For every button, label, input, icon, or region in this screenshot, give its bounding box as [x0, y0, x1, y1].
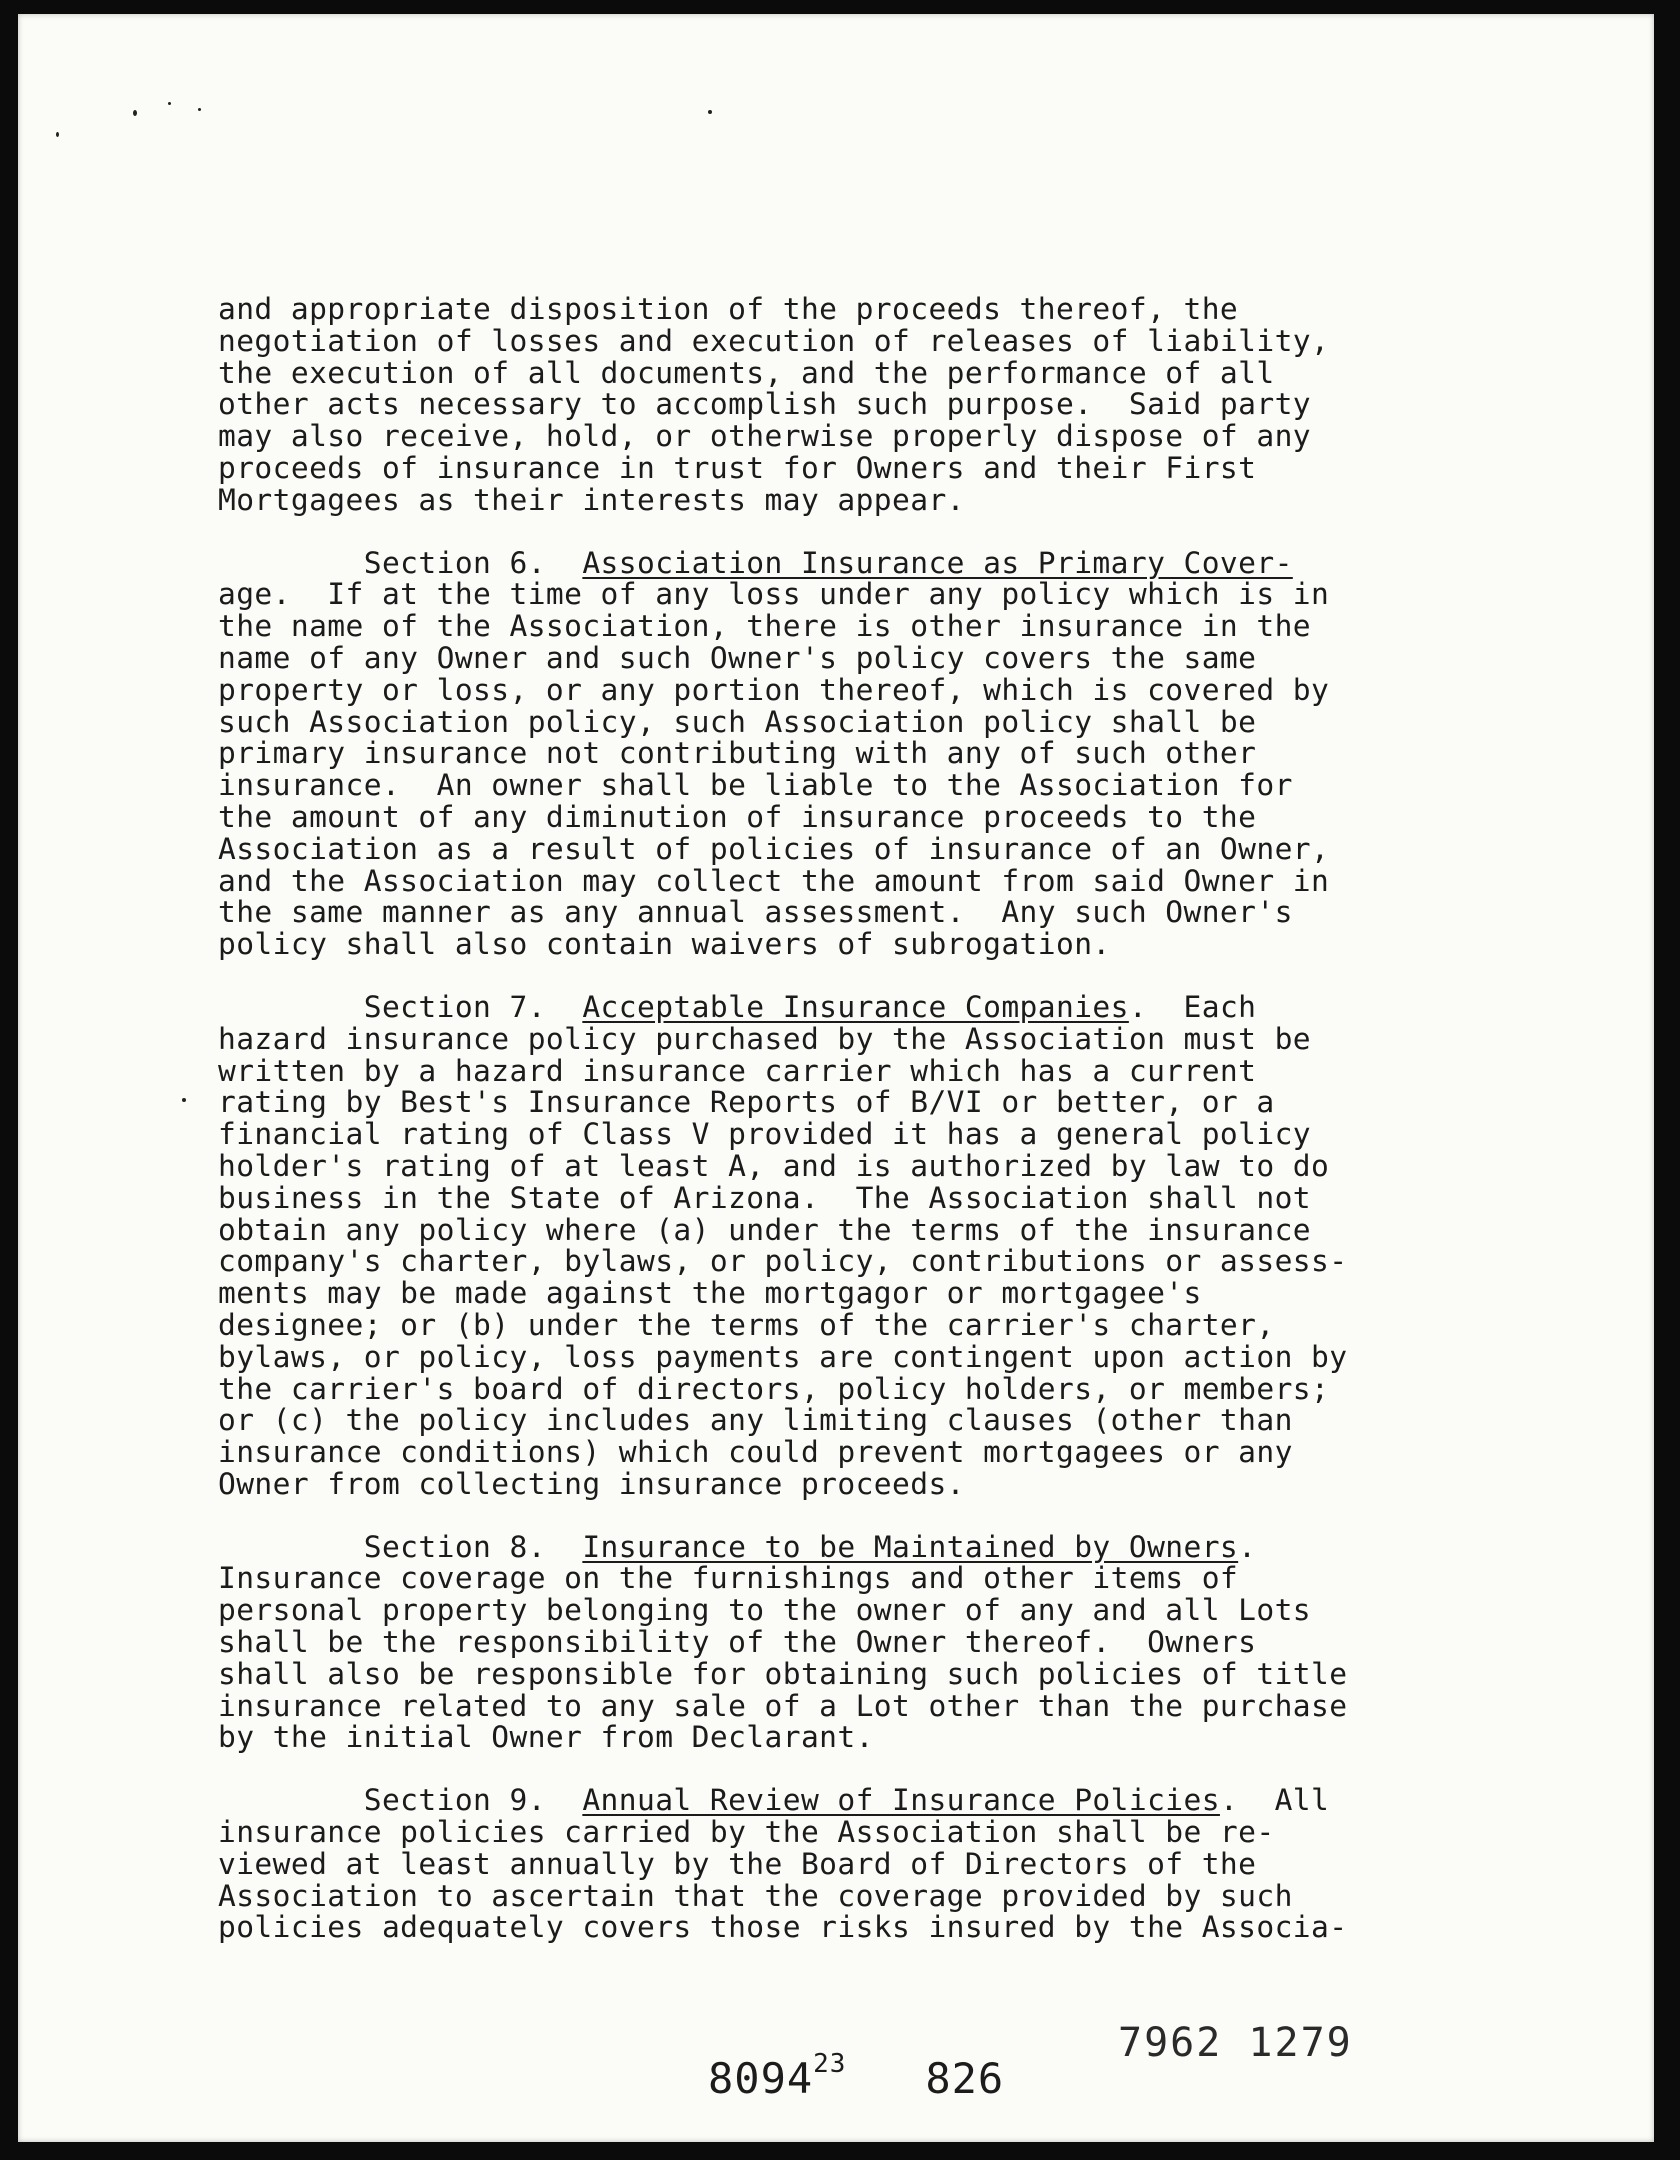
section-tail: .	[1238, 1529, 1257, 1564]
text-line: shall be the responsibility of the Owner thereof. Owners	[218, 1625, 1257, 1660]
text-line: may also receive, hold, or otherwise properly dispose of any	[218, 419, 1312, 454]
text-line: bylaws, or policy, loss payments are contingent upon action by	[218, 1339, 1348, 1374]
text-line: name of any Owner and such Owner's policy covers the same	[218, 640, 1257, 675]
text-line: policies adequately covers those risks insured by the Associa-	[218, 1910, 1348, 1945]
scan-speck	[133, 110, 137, 116]
section-6	[218, 545, 1443, 962]
text-line: viewed at least annually by the Board of Directors of the	[218, 1846, 1257, 1881]
footer-stamp: 7962 1279	[1118, 2020, 1353, 2066]
text-line: insurance. An owner shall be liable to the Association for	[218, 768, 1293, 803]
text-line: rating by Best's Insurance Reports of B/VI or better, or a	[218, 1085, 1275, 1120]
text-line: ments may be made against the mortgagor or mortgagee's	[218, 1276, 1202, 1311]
scan-speck	[708, 110, 712, 114]
footer-book-number: 8094	[708, 2054, 814, 2103]
section-9	[218, 1785, 1443, 1944]
section-heading-line	[218, 989, 1443, 1024]
text-line: insurance related to any sale of a Lot other than the purchase	[218, 1688, 1348, 1723]
text-line: financial rating of Class V provided it has a general policy	[218, 1117, 1312, 1152]
section-heading-line	[218, 1529, 1443, 1564]
text-line: Mortgagees as their interests may appear.	[218, 482, 965, 517]
section-title: Association Insurance as Primary Cover-	[582, 545, 1293, 580]
section-tail: . All	[1219, 1783, 1330, 1818]
document-page	[18, 14, 1654, 2142]
text-line: Insurance coverage on the furnishings and other items of	[218, 1561, 1239, 1596]
text-line: written by a hazard insurance carrier which has a current	[218, 1053, 1257, 1088]
body-text	[218, 294, 1443, 1975]
text-line: or (c) the policy includes any limiting clauses (other than	[218, 1403, 1293, 1438]
text-line: shall also be responsible for obtaining such policies of title	[218, 1656, 1348, 1691]
section-heading-line	[218, 1785, 1443, 1817]
section-7	[218, 989, 1443, 1501]
text-line: Association to ascertain that the coverage provided by such	[218, 1878, 1293, 1913]
scan-speck	[182, 1098, 186, 1102]
text-line: designee; or (b) under the terms of the carrier's charter,	[218, 1307, 1275, 1342]
text-line: the same manner as any annual assessment. Any such Owner's	[218, 895, 1293, 930]
text-line: business in the State of Arizona. The Association shall not	[218, 1180, 1312, 1215]
text-line: hazard insurance policy purchased by the Association must be	[218, 1021, 1312, 1056]
footer-page-ref: 826	[925, 2054, 1005, 2103]
section-label: Section 8.	[218, 1529, 583, 1564]
text-line: personal property belonging to the owner of any and all Lots	[218, 1593, 1312, 1628]
scan-speck	[168, 102, 171, 105]
scan-speck	[198, 108, 201, 111]
section-label: Section 7.	[218, 989, 583, 1024]
text-line: Association as a result of policies of insurance of an Owner,	[218, 831, 1330, 866]
section-title: Acceptable Insurance Companies	[582, 989, 1129, 1024]
text-line: such Association policy, such Association policy shall be	[218, 704, 1257, 739]
footer-record-number	[708, 2049, 1005, 2103]
paragraph-intro	[218, 294, 1443, 517]
section-tail: . Each	[1128, 989, 1257, 1024]
scan-speck	[56, 132, 59, 137]
text-line: proceeds of insurance in trust for Owners and their First	[218, 450, 1257, 485]
text-line: and the Association may collect the amount from said Owner in	[218, 863, 1330, 898]
text-line: Owner from collecting insurance proceeds.	[218, 1466, 965, 1501]
text-line: holder's rating of at least A, and is authorized by law to do	[218, 1148, 1330, 1183]
text-line: and appropriate disposition of the proceeds thereof, the	[218, 292, 1239, 326]
section-label: Section 6.	[218, 545, 583, 580]
section-heading-line	[218, 545, 1443, 580]
text-line: primary insurance not contributing with any of such other	[218, 736, 1257, 771]
text-line: property or loss, or any portion thereof, which is covered by	[218, 672, 1330, 707]
section-title: Annual Review of Insurance Policies	[582, 1783, 1220, 1818]
text-line: company's charter, bylaws, or policy, contributions or assess-	[218, 1244, 1348, 1279]
section-title: Insurance to be Maintained by Owners	[582, 1529, 1239, 1564]
section-8	[218, 1529, 1443, 1755]
text-line: the name of the Association, there is other insurance in the	[218, 609, 1312, 644]
text-line: insurance policies carried by the Association shall be re-	[218, 1815, 1275, 1850]
text-line: by the initial Owner from Declarant.	[218, 1720, 874, 1755]
page-number: 23	[813, 2049, 847, 2079]
text-line: insurance conditions) which could prevent mortgagees or any	[218, 1435, 1293, 1470]
text-line: age. If at the time of any loss under any policy which is in	[218, 577, 1330, 612]
text-line: obtain any policy where (a) under the terms of the insurance	[218, 1212, 1312, 1247]
text-line: other acts necessary to accomplish such purpose. Said party	[218, 387, 1312, 422]
text-line: the carrier's board of directors, policy holders, or members;	[218, 1371, 1330, 1406]
text-line: the amount of any diminution of insurance proceeds to the	[218, 799, 1257, 834]
section-label: Section 9.	[218, 1783, 583, 1818]
text-line: the execution of all documents, and the performance of all	[218, 355, 1275, 390]
text-line: policy shall also contain waivers of subrogation.	[218, 927, 1111, 962]
text-line: negotiation of losses and execution of releases of liability,	[218, 323, 1330, 358]
